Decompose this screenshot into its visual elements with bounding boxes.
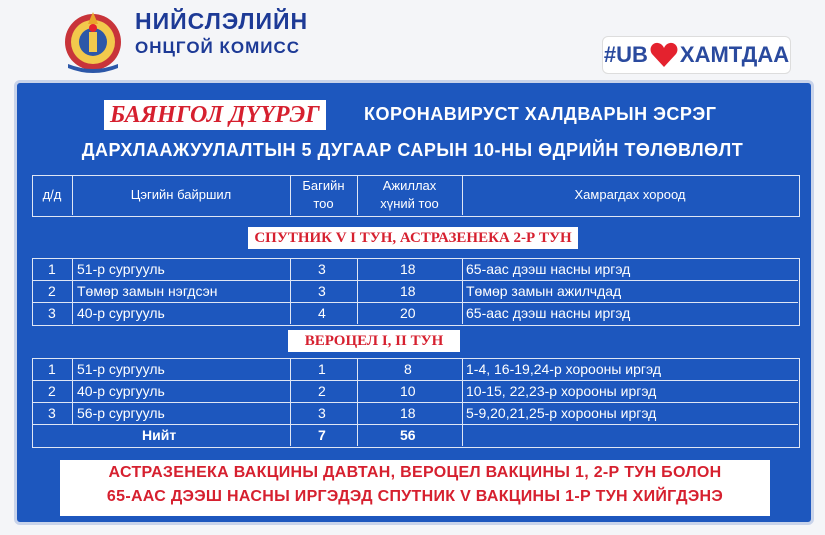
row-location: Төмөр замын нэгдсэн — [77, 283, 218, 299]
org-name-line1: НИЙСЛЭЛИЙН — [135, 8, 309, 34]
row-teams: 1 — [318, 361, 326, 377]
row-teams: 4 — [318, 305, 326, 321]
header-days-2: хүний тоо — [380, 196, 439, 211]
row-coverage: Төмөр замын ажилчдад — [466, 283, 622, 299]
header — [0, 0, 825, 80]
row-location: 40-р сургууль — [77, 305, 165, 321]
row-teams: 3 — [318, 283, 326, 299]
row-people: 8 — [404, 361, 412, 377]
row-location: 56-р сургууль — [77, 405, 165, 421]
total-people: 56 — [400, 427, 416, 443]
row-teams: 2 — [318, 383, 326, 399]
hashtag-left: #UB — [603, 42, 648, 67]
header-coverage: Хамрагдах хороод — [574, 187, 686, 202]
row-no: 1 — [48, 361, 56, 377]
footer-line2: 65-ААС ДЭЭШ НАСНЫ ИРГЭДЭД СПУТНИК V ВАКЦИНЫ 1-Р ТУН ХИЙГДЭНЭ — [106, 488, 724, 505]
header-teams-1: Багийн — [302, 178, 345, 193]
hashtag-right: ХАМТДАА — [679, 42, 790, 67]
row-coverage: 5-9,20,21,25-р хорооны иргэд — [466, 405, 657, 421]
row-people: 18 — [400, 283, 416, 299]
title-line2: ДАРХЛААЖУУЛАЛТЫН 5 ДУГААР САРЫН 10-НЫ ӨДРИЙН ТӨЛӨВЛӨЛТ — [81, 140, 744, 160]
row-coverage: 65-аас дээш насны иргэд — [466, 261, 631, 277]
row-no: 3 — [48, 405, 56, 421]
soyombo-emblem-icon — [58, 4, 128, 74]
section2-title: ВЕРОЦЕЛ I, II ТУН — [288, 330, 460, 352]
total-teams: 7 — [318, 427, 326, 443]
row-people: 20 — [400, 305, 416, 321]
row-no: 2 — [48, 383, 56, 399]
row-no: 3 — [48, 305, 56, 321]
row-teams: 3 — [318, 261, 326, 277]
section1-title: СПУТНИК V I ТУН, АСТРАЗЕНЕКА 2-Р ТУН — [248, 227, 578, 249]
header-no: д/д — [42, 187, 62, 202]
row-coverage: 65-аас дээш насны иргэд — [466, 305, 631, 321]
heart-icon — [650, 42, 678, 68]
header-location: Цэгийн байршил — [130, 187, 232, 202]
row-teams: 3 — [318, 405, 326, 421]
row-coverage: 1-4, 16-19,24-р хорооны иргэд — [466, 361, 662, 377]
header-teams-2: тоо — [313, 196, 334, 211]
total-label: Нийт — [142, 427, 177, 443]
title-line1: КОРОНАВИРУСТ ХАЛДВАРЫН ЭСРЭГ — [364, 104, 717, 124]
row-location: 40-р сургууль — [77, 383, 165, 399]
footer-line1: АСТРАЗЕНЕКА ВАКЦИНЫ ДАВТАН, ВЕРОЦЕЛ ВАКЦИНЫ 1, 2-Р ТУН БОЛОН — [108, 464, 722, 481]
footer-notice — [60, 460, 770, 516]
row-people: 10 — [400, 383, 416, 399]
row-no: 1 — [48, 261, 56, 277]
hashtag-badge — [602, 36, 791, 74]
row-people: 18 — [400, 261, 416, 277]
org-name-line2: ОНЦГОЙ КОМИСС — [135, 38, 301, 57]
district-title: БАЯНГОЛ ДҮҮРЭГ — [104, 100, 326, 130]
row-location: 51-р сургууль — [77, 261, 165, 277]
row-no: 2 — [48, 283, 56, 299]
row-location: 51-р сургууль — [77, 361, 165, 377]
row-people: 18 — [400, 405, 416, 421]
header-days-1: Ажиллах — [382, 178, 437, 193]
row-coverage: 10-15, 22,23-р хорооны иргэд — [466, 383, 657, 399]
